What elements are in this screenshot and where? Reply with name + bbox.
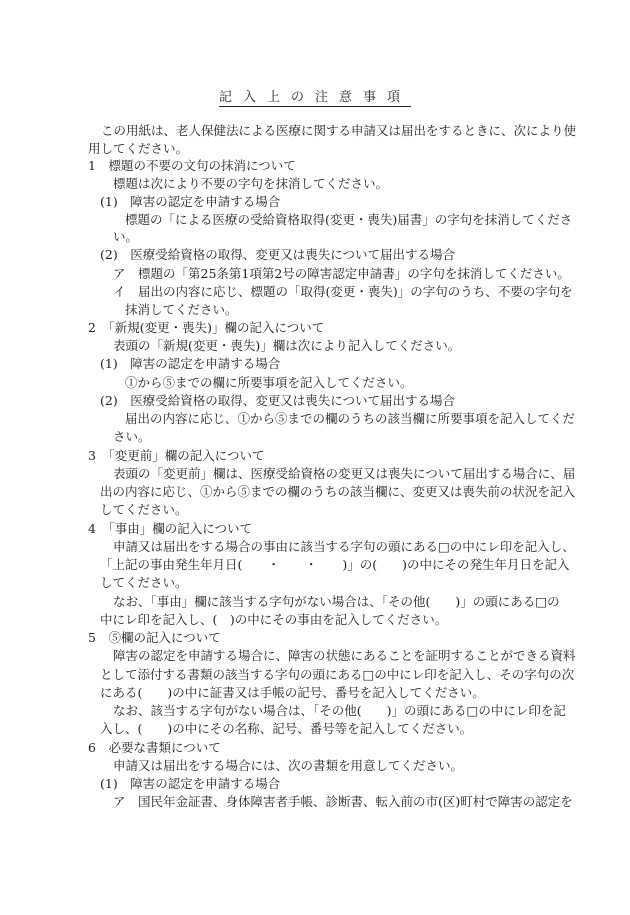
text-line: 申請又は届出をする場合の事由に該当する字句の頭にある□の中にレ印を記入し、 bbox=[113, 539, 575, 554]
section-heading: 1 標題の不要の文句の抹消について bbox=[88, 158, 296, 173]
text-line: なお、該当する字句がない場合は、「その他( )」の頭にある□の中にレ印を記 bbox=[113, 703, 566, 718]
page-title: 記入上の注意事項 bbox=[218, 90, 411, 105]
text-line: 標題は次により不要の字句を抹消してください。 bbox=[113, 176, 389, 191]
subsection-heading: (1) 障害の認定を申請する場合 bbox=[100, 776, 281, 791]
text-line: 抹消してください。 bbox=[125, 302, 238, 317]
text-line: 申請又は届出をする場合には、次の書類を用意してください。 bbox=[113, 758, 464, 773]
section-heading: 5 ⑤欄の記入について bbox=[88, 630, 221, 645]
text-line: にある( )の中に証書又は手帳の記号、番号を記入してください。 bbox=[100, 685, 485, 700]
text-line: 「上記の事由発生年月日( ・ ・ )」の( )の中にその発生年月日を記入 bbox=[100, 557, 570, 572]
subsection-heading: (1) 障害の認定を申請する場合 bbox=[100, 194, 281, 209]
text-line: 用してください。 bbox=[88, 141, 189, 156]
text-line: ①から⑤までの欄に所要事項を記入してください。 bbox=[125, 375, 413, 390]
text-line: してください。 bbox=[100, 502, 188, 517]
text-line: さい。 bbox=[113, 429, 151, 444]
subsection-heading: (2) 医療受給資格の取得、変更又は喪失について届出する場合 bbox=[100, 247, 455, 262]
subsection-heading: (2) 医療受給資格の取得、変更又は喪失について届出する場合 bbox=[100, 393, 455, 408]
subsection-heading: (1) 障害の認定を申請する場合 bbox=[100, 356, 281, 371]
text-line: なお、「事由」欄に該当する字句がない場合は、「その他( )」の頭にある□の bbox=[113, 594, 560, 609]
section-heading: 6 必要な書類について bbox=[88, 740, 221, 755]
section-heading: 4 「事由」欄の記入について bbox=[88, 521, 252, 536]
text-line: この用紙は、老人保健法による医療に関する申請又は届出をするときに、次により使 bbox=[101, 123, 577, 138]
text-line: 出の内容に応じ、①から⑤までの欄のうちの該当欄に、変更又は喪失前の状況を記入 bbox=[100, 484, 576, 499]
section-heading: 2 「新規(変更・喪失)」欄の記入について bbox=[88, 320, 325, 335]
text-line: 入し、( )の中にその名称、記号、番号等を記入してください。 bbox=[100, 721, 473, 736]
text-line: 障害の認定を申請する場合に、障害の状態にあることを証明することができる資料 bbox=[113, 648, 576, 663]
text-line: 表頭の「変更前」欄は、医療受給資格の変更又は喪失について届出する場合に、届 bbox=[113, 466, 576, 481]
list-item: イ 届出の内容に応じ、標題の「取得(変更・喪失)」の字句のうち、不要の字句を bbox=[113, 284, 573, 299]
text-line: 中にレ印を記入し、( )の中にその事由を記入してください。 bbox=[100, 612, 448, 627]
list-item: ア 標題の「第25条第1項第2号の障害認定申請書」の字句を抹消してください。 bbox=[113, 266, 570, 281]
section-heading: 3 「変更前」欄の記入について bbox=[88, 448, 265, 463]
list-item: ア 国民年金証書、身体障害者手帳、診断書、転入前の市(区)町村で障害の認定を bbox=[113, 794, 573, 809]
text-line: として添付する書類の該当する字句の頭にある□の中にレ印を記入し、その字句の次 bbox=[100, 667, 575, 682]
text-line: 表頭の「新規(変更・喪失)」欄は次により記入してください。 bbox=[113, 338, 461, 353]
text-line: い。 bbox=[113, 229, 139, 244]
text-line: 届出の内容に応じ、①から⑤までの欄のうちの該当欄に所要事項を記入してくだ bbox=[125, 411, 576, 426]
text-line: 標題の「による医療の受給資格取得(変更・喪失)届書」の字句を抹消してくださ bbox=[125, 212, 573, 227]
text-line: してください。 bbox=[100, 575, 188, 590]
